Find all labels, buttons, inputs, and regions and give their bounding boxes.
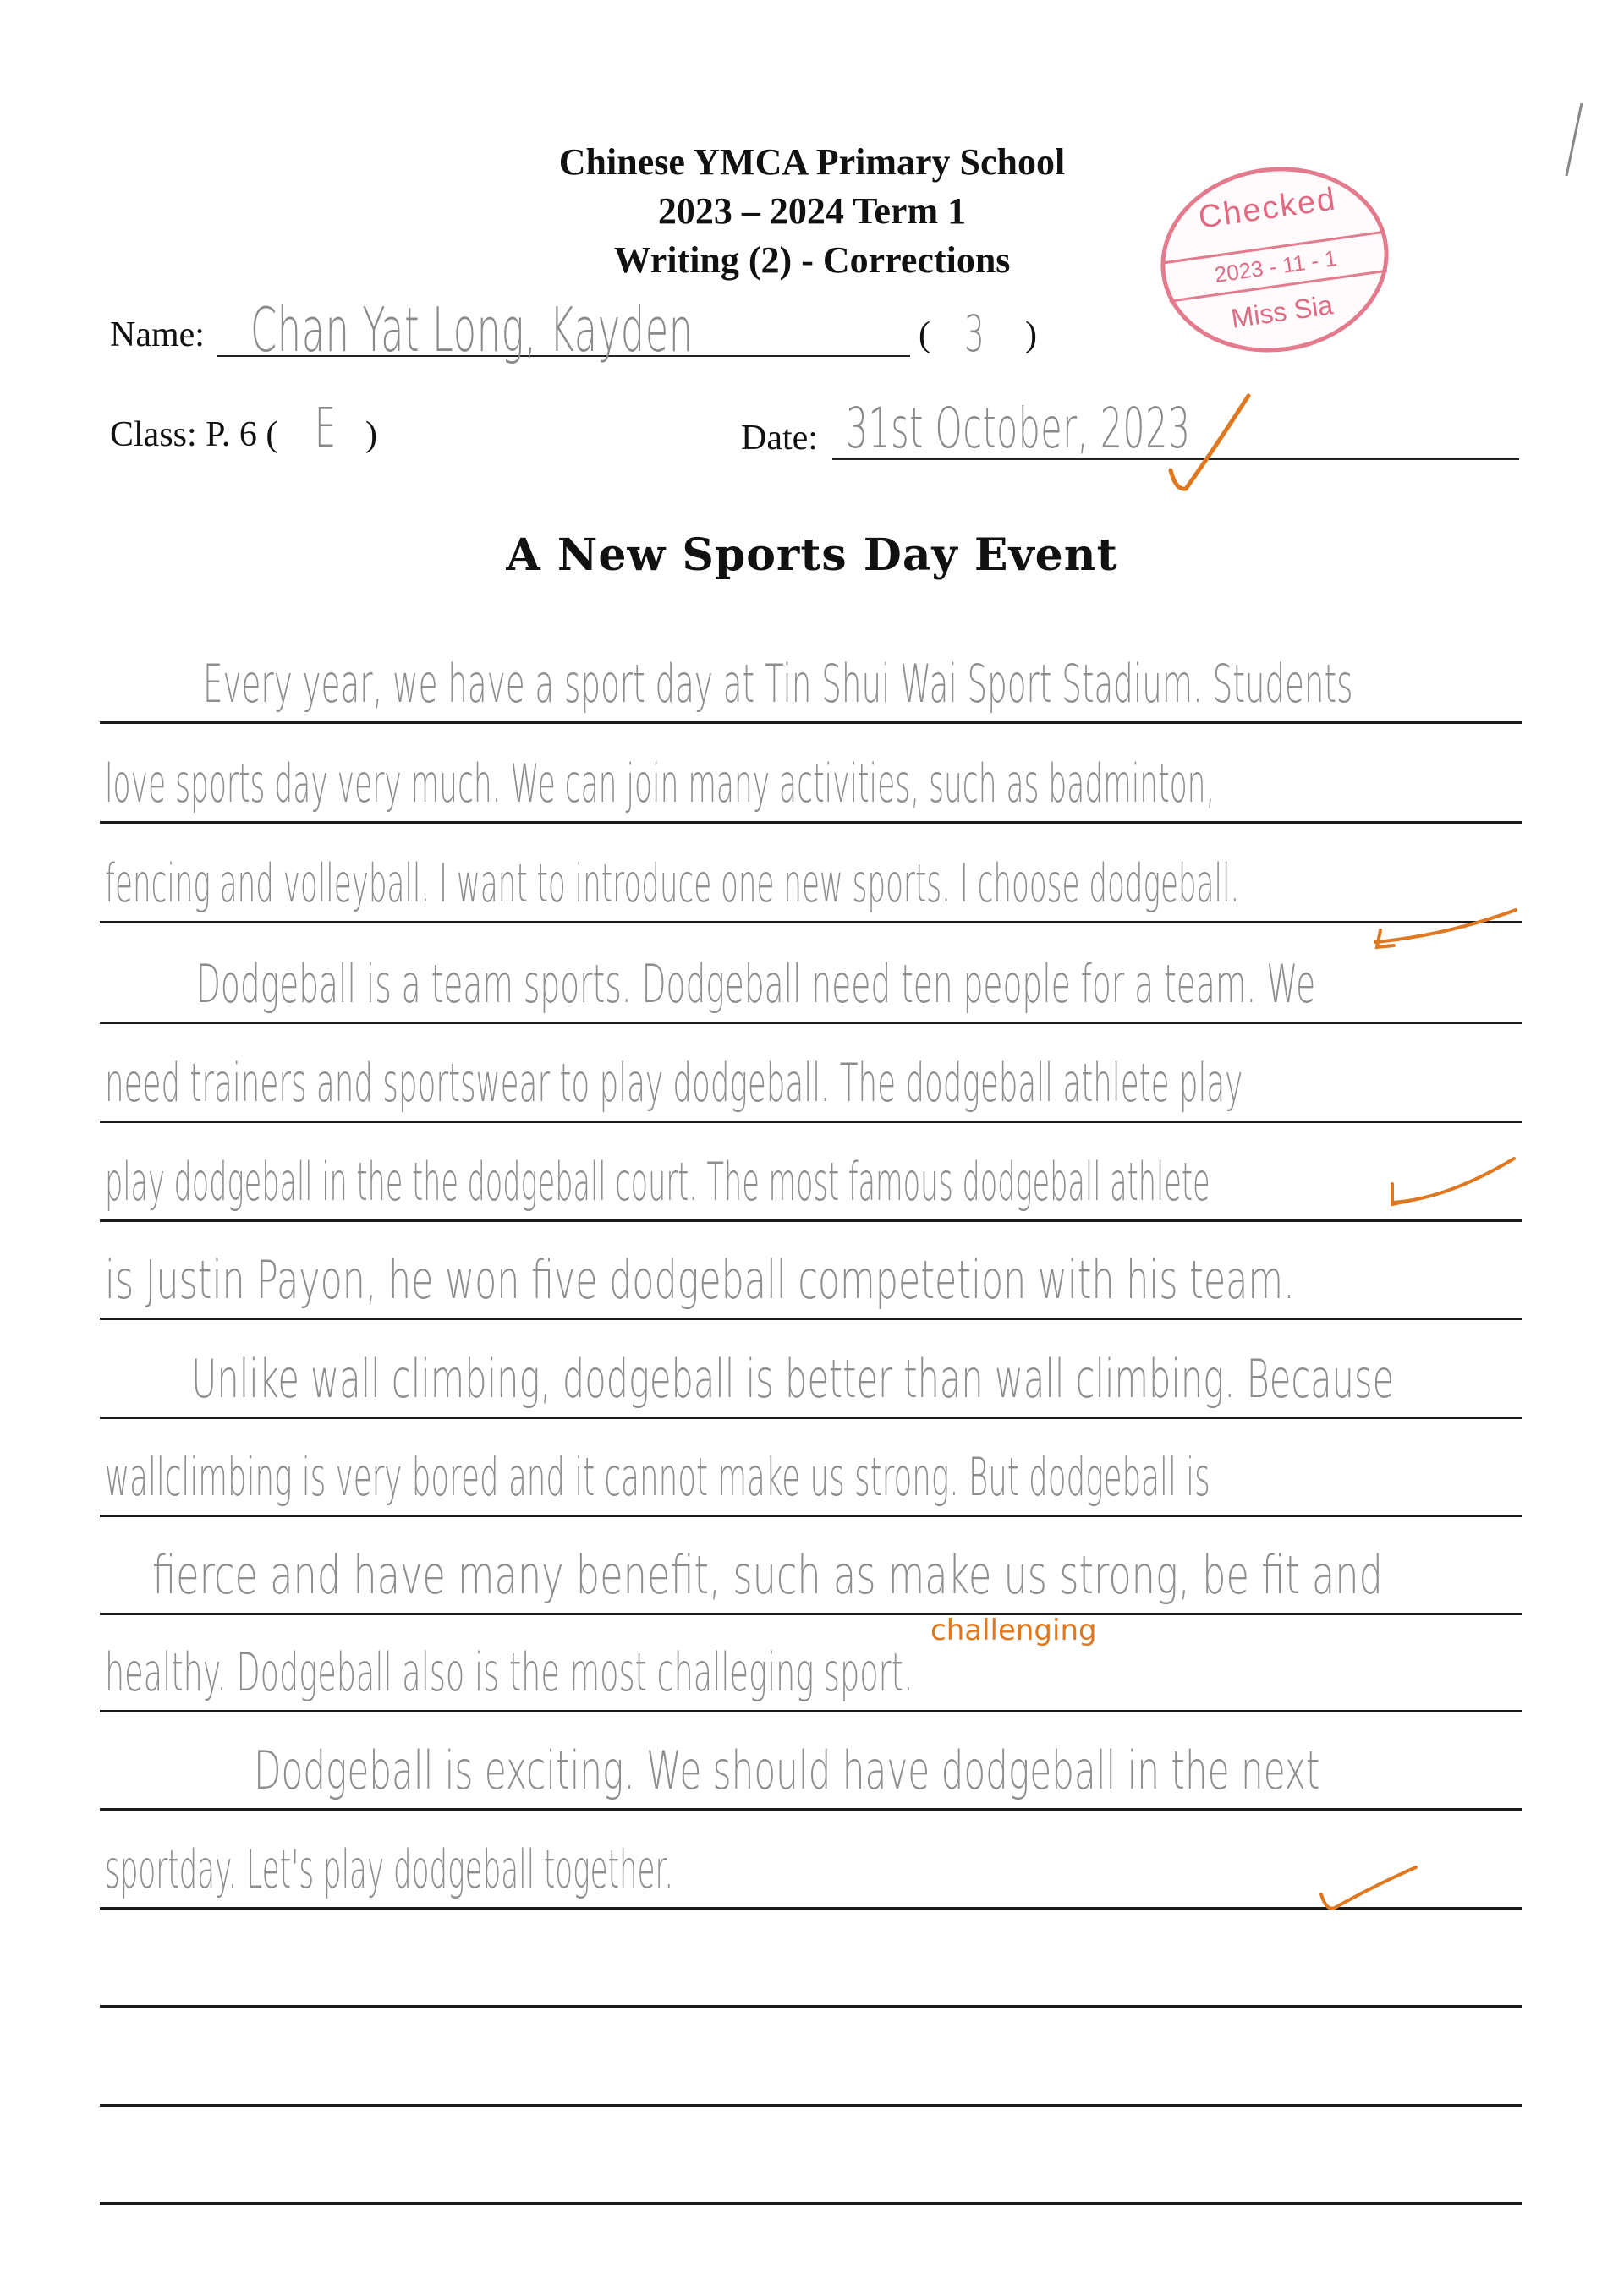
essay-line-10: fierce and have many benefit, such as make us strong, be fit and xyxy=(152,1544,1383,1606)
date-value: 31st October, 2023 xyxy=(846,396,1191,461)
teacher-check-icon xyxy=(1314,1860,1424,1920)
essay-line-1: Every year, we have a sport day at Tin Shui Wai Sport Stadium. Students xyxy=(203,653,1353,715)
essay-line-12: Dodgeball is exciting. We should have dodgeball in the next xyxy=(254,1740,1320,1801)
class-label: Class: P. 6 ( xyxy=(110,415,278,454)
ruled-line xyxy=(100,2104,1522,2107)
ruled-line xyxy=(100,821,1522,824)
ruled-line xyxy=(100,2202,1522,2205)
essay-line-11: healthy. Dodgeball also is the most challeging sport. xyxy=(105,1641,914,1703)
class-number-value: 3 xyxy=(964,304,985,364)
stamp-checked-text: Checked xyxy=(1196,181,1339,236)
ruled-line xyxy=(100,921,1522,923)
essay-line-9: wallclimbing is very bored and it cannot make us strong. But dodgeball is xyxy=(105,1446,1210,1508)
name-value: Chan Yat Long, Kayden xyxy=(250,294,694,365)
ruled-line xyxy=(100,1219,1522,1222)
pencil-mark-icon xyxy=(1556,100,1590,184)
ruled-line xyxy=(100,721,1522,724)
essay-line-5: need trainers and sportswear to play dodgeball. The dodgeball athlete play xyxy=(105,1052,1243,1114)
teacher-correction: challenging xyxy=(930,1614,1097,1647)
ruled-line xyxy=(100,1318,1522,1320)
ruled-line xyxy=(100,1808,1522,1811)
essay-line-6: play dodgeball in the the dodgeball court. The most famous dodgeball athlete xyxy=(105,1151,1210,1213)
essay-line-4: Dodgeball is a team sports. Dodgeball need ten people for a team. We xyxy=(196,953,1316,1015)
ruled-line xyxy=(100,1121,1522,1123)
ruled-line xyxy=(100,1710,1522,1712)
date-label: Date: xyxy=(741,419,818,458)
checked-stamp xyxy=(1149,152,1401,366)
term-heading: 2023 – 2024 Term 1 xyxy=(657,190,967,232)
ruled-line xyxy=(100,1613,1522,1615)
essay-line-2: love sports day very much. We can join many activities, such as badminton, xyxy=(105,753,1215,814)
name-label: Name: xyxy=(110,315,205,354)
ruled-line xyxy=(100,1907,1522,1910)
essay-line-8: Unlike wall climbing, dodgeball is better than wall climbing. Because xyxy=(191,1348,1395,1410)
essay-line-7: is Justin Payon, he won five dodgeball competetion with his team. xyxy=(105,1249,1295,1311)
essay-line-13: sportday. Let's play dodgeball together. xyxy=(105,1838,674,1900)
ruled-line xyxy=(100,1515,1522,1517)
ruled-line xyxy=(100,2005,1522,2008)
correction-mark-icon xyxy=(1387,1150,1522,1218)
class-number-close: ) xyxy=(1025,315,1037,354)
correction-mark-icon xyxy=(1370,893,1522,961)
stamp-date: 2023 - 11 - 1 xyxy=(1164,231,1387,303)
class-value: E xyxy=(315,397,337,460)
assignment-heading: Writing (2) - Corrections xyxy=(613,239,1011,281)
stamp-teacher: Miss Sia xyxy=(1229,289,1335,334)
essay-line-3: fencing and volleyball. I want to introduce one new sports. I choose dodgeball. xyxy=(105,852,1240,914)
ruled-line xyxy=(100,1417,1522,1419)
ruled-line xyxy=(100,1022,1522,1024)
class-close: ) xyxy=(365,415,377,454)
school-name: Chinese YMCA Primary School xyxy=(558,141,1066,183)
class-number-open: ( xyxy=(919,315,930,354)
essay-title: A New Sports Day Event xyxy=(506,529,1118,581)
teacher-check-icon xyxy=(1164,389,1257,499)
